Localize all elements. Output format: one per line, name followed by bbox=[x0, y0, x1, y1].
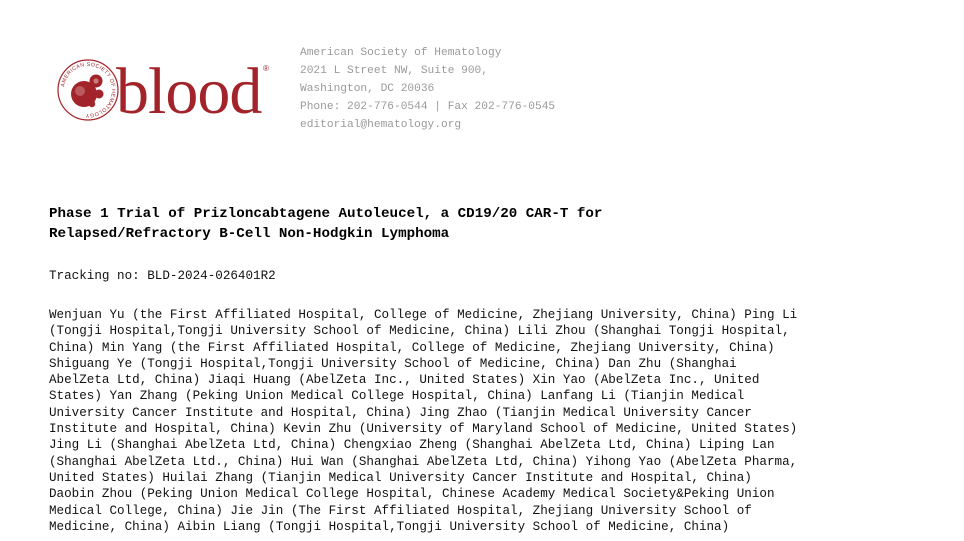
blood-journal-logo bbox=[56, 57, 281, 123]
author-line: (Shanghai AbelZeta Ltd., China) Hui Wan (Shanghai AbelZeta Ltd, China) Yihong Yao (AbelZeta Pharma, bbox=[49, 454, 798, 469]
author-line: (Tongji Hospital,Tongji University School of Medicine, China) Lili Zhou (Shanghai Tongji Hospital, bbox=[49, 324, 790, 339]
author-line: University Cancer Institute and Hospital, China) Jing Zhao (Tianjin Medical University Cancer bbox=[49, 405, 752, 420]
author-list bbox=[49, 307, 929, 535]
title-line: Phase 1 Trial of Prizloncabtagene Autoleucel, a CD19/20 CAR-T for bbox=[49, 206, 603, 222]
registered-mark-icon: ® bbox=[263, 64, 269, 73]
address-street: 2021 L Street NW, Suite 900, bbox=[300, 65, 488, 77]
tracking-number: Tracking no: BLD-2024-026401R2 bbox=[49, 269, 276, 283]
author-line: Daobin Zhou (Peking Union Medical College Hospital, Chinese Academy Medical Society&Peking Union bbox=[49, 487, 775, 502]
author-line: Institute and Hospital, China) Kevin Zhu (University of Maryland School of Medicine, United States) bbox=[49, 422, 798, 437]
author-line: China) Min Yang (the First Affiliated Hospital, College of Medicine, Zhejiang University, China) bbox=[49, 340, 775, 355]
address-email: editorial@hematology.org bbox=[300, 119, 462, 131]
address-phone-fax: Phone: 202-776-0544 | Fax 202-776-0545 bbox=[300, 101, 556, 113]
title-line: Relapsed/Refractory B-Cell Non-Hodgkin Lymphoma bbox=[49, 226, 450, 242]
author-line: Wenjuan Yu (the First Affiliated Hospital, College of Medicine, Zhejiang University, China) Ping Li bbox=[49, 308, 798, 322]
address-city: Washington, DC 20036 bbox=[300, 83, 435, 95]
ash-seal-icon bbox=[58, 60, 118, 120]
publisher-address bbox=[300, 44, 555, 134]
author-line: AbelZeta Ltd, China) Jiaqi Huang (AbelZeta Inc., United States) Xin Yao (AbelZeta Inc., United bbox=[49, 373, 760, 388]
author-line: Shiguang Ye (Tongji Hospital,Tongji University School of Medicine, China) Dan Zhu (Shanghai bbox=[49, 356, 737, 371]
author-line: Medicine, China) Aibin Liang (Tongji Hospital,Tongji University School of Medicine, China) bbox=[49, 519, 730, 534]
paper-title bbox=[49, 204, 909, 244]
author-line: Jing Li (Shanghai AbelZeta Ltd, China) Chengxiao Zheng (Shanghai AbelZeta Ltd, China) Liping Lan bbox=[49, 438, 775, 453]
author-line: States) Yan Zhang (Peking Union Medical College Hospital, China) Lanfang Li (Tianjin Medical bbox=[49, 389, 745, 404]
author-line: United States) Huilai Zhang (Tianjin Medical University Cancer Institute and Hospital, China) bbox=[49, 470, 752, 485]
author-line: Medical College, China) Jie Jin (The First Affiliated Hospital, Zhejiang University School of bbox=[49, 503, 752, 518]
seal-text: AMERICAN SOCIETY OF HEMATOLOGY bbox=[60, 61, 117, 119]
address-org: American Society of Hematology bbox=[300, 47, 502, 59]
blood-wordmark: blood bbox=[116, 57, 262, 123]
blood-logo-graphic bbox=[56, 57, 281, 123]
